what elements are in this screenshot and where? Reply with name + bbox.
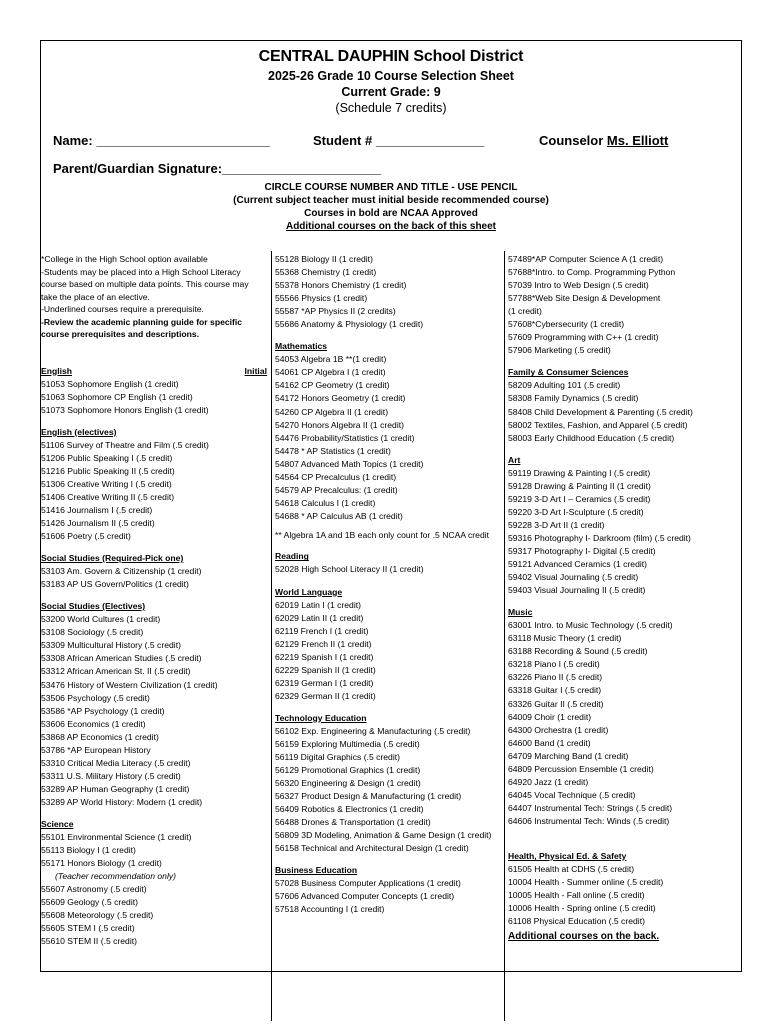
english-heading: English <box>41 365 73 376</box>
section-heading: Social Studies (Required-Pick one) <box>41 553 184 564</box>
course-item[interactable]: 51106 Survey of Theatre and Film (.5 credit) <box>41 439 209 450</box>
course-item[interactable]: 57609 Programming with C++ (1 credit) <box>508 332 659 343</box>
course-item[interactable]: 56409 Robotics & Electronics (1 credit) <box>275 804 424 815</box>
initial-heading: Initial <box>244 365 267 376</box>
course-item[interactable]: 53108 Sociology (.5 credit) <box>41 627 144 638</box>
course-item[interactable]: 59317 Photography I- Digital (.5 credit) <box>508 545 656 556</box>
course-item[interactable]: 56159 Exploring Multimedia (.5 credit) <box>275 739 420 750</box>
course-item[interactable]: 53183 AP US Govern/Politics (1 credit) <box>41 579 189 590</box>
course-item[interactable]: 63118 Music Theory (1 credit) <box>508 633 622 644</box>
course-item[interactable]: 64045 Vocal Technique (.5 credit) <box>508 789 636 800</box>
course-item[interactable]: 55113 Biology I (1 credit) <box>41 845 136 856</box>
course-note: (Teacher recommendation only) <box>55 871 177 882</box>
course-item[interactable]: 52028 High School Literacy II (1 credit) <box>275 564 424 575</box>
course-item[interactable]: 54564 CP Precalculus (1 credit) <box>275 471 397 482</box>
name-field[interactable]: Name: ________________________ <box>53 133 270 148</box>
course-item[interactable]: 51606 Poetry (.5 credit) <box>41 531 131 542</box>
course-item[interactable]: 51073 Sophomore Honors English (1 credit) <box>41 404 209 415</box>
course-item[interactable]: 54260 CP Algebra II (1 credit) <box>275 406 389 417</box>
course-item[interactable]: 55608 Meteorology (.5 credit) <box>41 910 154 921</box>
course-item[interactable]: 59402 Visual Journaling (.5 credit) <box>508 572 639 583</box>
course-item[interactable]: 53308 African American Studies (.5 credit) <box>41 653 202 664</box>
note-line: -Review the academic planning guide for specific course prerequisites and descriptions. <box>41 316 243 339</box>
course-item[interactable]: 56158 Technical and Architectural Design (1 credit) <box>275 842 469 853</box>
course-item[interactable]: 57518 Accounting I (1 credit) <box>275 904 385 915</box>
course-item[interactable]: 51053 Sophomore English (1 credit) <box>41 378 179 389</box>
course-item[interactable]: 59220 3-D Art I-Sculpture (.5 credit) <box>508 506 644 517</box>
course-item[interactable]: 55587 *AP Physics II (2 credits) <box>275 306 396 317</box>
course-item[interactable]: 64009 Choir (1 credit) <box>508 711 592 722</box>
instruction-line: Courses in bold are NCAA Approved <box>304 208 478 219</box>
course-item[interactable]: 10006 Health - Spring online (.5 credit) <box>508 903 656 914</box>
course-item[interactable]: 62319 German I (1 credit) <box>275 677 374 688</box>
column-divider <box>271 251 272 1021</box>
course-item[interactable]: 51406 Creative Writing II (.5 credit) <box>41 491 175 502</box>
course-item[interactable]: 61108 Physical Education (.5 credit) <box>508 916 645 927</box>
counselor-field <box>539 133 668 148</box>
course-item[interactable]: 63226 Piano II (.5 credit) <box>508 672 603 683</box>
counselor-name: Ms. Elliott <box>606 133 669 148</box>
course-item[interactable]: 55609 Geology (.5 credit) <box>41 897 138 908</box>
student-number-field[interactable]: Student # _______________ <box>313 133 485 148</box>
course-item[interactable]: 62029 Latin II (1 credit) <box>275 612 364 623</box>
course-item[interactable]: 51216 Public Speaking II (.5 credit) <box>41 465 175 476</box>
course-item[interactable]: 54478 * AP Statistics (1 credit) <box>275 445 391 456</box>
section-heading: Family & Consumer Sciences <box>508 367 629 378</box>
column-right <box>508 253 738 943</box>
schedule-credits: (Schedule 7 credits) <box>335 101 447 115</box>
course-item[interactable]: 54618 Calculus I (1 credit) <box>275 497 376 508</box>
note-line: -Underlined courses require a prerequisite. <box>41 304 204 314</box>
instructions <box>41 181 741 233</box>
course-item[interactable]: 53868 AP Economics (1 credit) <box>41 731 159 742</box>
course-item[interactable]: 64600 Band (1 credit) <box>508 737 591 748</box>
course-item[interactable]: 59316 Photography I- Darkroom (film) (.5 credit) <box>508 532 691 543</box>
course-item[interactable]: 59219 3-D Art I – Ceramics (.5 credit) <box>508 493 651 504</box>
column-left <box>41 253 267 948</box>
counselor-label: Counselor <box>539 133 604 148</box>
sheet-subtitle: 2025-26 Grade 10 Course Selection Sheet <box>268 69 514 83</box>
course-item[interactable]: 55368 Chemistry (1 credit) <box>275 267 377 278</box>
course-item[interactable]: 57788*Web Site Design & Development <box>508 293 661 304</box>
course-item[interactable]: 53200 World Cultures (1 credit) <box>41 614 161 625</box>
course-item[interactable]: 53606 Economics (1 credit) <box>41 718 146 729</box>
course-item[interactable]: 55566 Physics (1 credit) <box>275 293 368 304</box>
instruction-line: Additional courses on the back of this sheet <box>285 221 497 232</box>
course-item[interactable]: 54579 AP Precalculus: (1 credit) <box>275 484 398 495</box>
column-divider <box>504 251 505 1021</box>
course-item[interactable]: 54172 Honors Geometry (1 credit) <box>275 393 406 404</box>
course-item[interactable]: 53506 Psychology (.5 credit) <box>41 692 150 703</box>
section-heading: Mathematics <box>275 341 328 352</box>
course-item[interactable]: 53289 AP World History: Modern (1 credit) <box>41 796 203 807</box>
course-item[interactable]: 58002 Textiles, Fashion, and Apparel (.5 credit) <box>508 419 688 430</box>
section-heading: Music <box>508 607 533 618</box>
course-item[interactable]: 55605 STEM I (.5 credit) <box>41 923 135 934</box>
course-item[interactable]: 54688 * AP Calculus AB (1 credit) <box>275 510 403 521</box>
selection-sheet <box>40 40 742 972</box>
english-heading-row <box>41 365 267 378</box>
course-item[interactable]: 59403 Visual Journaling II (.5 credit) <box>508 585 646 596</box>
course-item[interactable]: 57606 Advanced Computer Concepts (1 credit) <box>275 891 455 902</box>
course-item[interactable]: 58209 Adulting 101 (.5 credit) <box>508 380 621 391</box>
course-item[interactable]: 63318 Guitar I (.5 credit) <box>508 685 602 696</box>
course-item[interactable]: 55101 Environmental Science (1 credit) <box>41 832 192 843</box>
course-item[interactable]: 64920 Jazz (1 credit) <box>508 776 589 787</box>
course-item[interactable]: 53312 African American St. II (.5 credit) <box>41 666 191 677</box>
course-item[interactable]: 63326 Guitar II (.5 credit) <box>508 698 604 709</box>
course-item[interactable]: 53103 Am. Govern & Citizenship (1 credit) <box>41 566 202 577</box>
course-item[interactable]: 54053 Algebra 1B **(1 credit) <box>275 354 387 365</box>
course-item[interactable]: 56320 Engineering & Design (1 credit) <box>275 778 421 789</box>
course-item[interactable]: 55607 Astronomy (.5 credit) <box>41 884 147 895</box>
course-item[interactable]: 59128 Drawing & Painting II (1 credit) <box>508 480 651 491</box>
district-title: CENTRAL DAUPHIN School District <box>258 48 524 65</box>
course-item[interactable]: 64809 Percussion Ensemble (1 credit) <box>508 763 654 774</box>
course-item[interactable]: 53289 AP Human Geography (1 credit) <box>41 783 190 794</box>
course-item[interactable]: 62219 Spanish I (1 credit) <box>275 651 374 662</box>
course-item[interactable]: 58408 Child Development & Parenting (.5 credit) <box>508 406 693 417</box>
math-note: ** Algebra 1A and 1B each only count for .5 NCAA credit <box>275 529 490 540</box>
course-item[interactable]: 57028 Business Computer Applications (1 credit) <box>275 877 461 888</box>
section-heading: Health, Physical Ed. & Safety <box>508 850 627 861</box>
course-item[interactable]: 10004 Health - Summer online (.5 credit) <box>508 877 664 888</box>
course-item[interactable]: 57906 Marketing (.5 credit) <box>508 345 611 356</box>
course-item[interactable]: 56119 Digital Graphics (.5 credit) <box>275 752 400 763</box>
note-line: *College in the High School option available <box>41 254 208 264</box>
course-item[interactable]: 55610 STEM II (.5 credit) <box>41 936 137 947</box>
instruction-line: (Current subject teacher must initial beside recommended course) <box>233 195 549 206</box>
note-line: -Students may be placed into a High School Literacy course based on multiple data points. This course may take the place of an elective. <box>41 266 249 302</box>
course-item[interactable]: 56327 Product Design & Manufacturing (1 credit) <box>275 791 462 802</box>
column-middle <box>275 253 501 916</box>
course-item[interactable]: 55171 Honors Biology (1 credit) <box>41 858 162 869</box>
course-item[interactable]: 55378 Honors Chemistry (1 credit) <box>275 280 407 291</box>
course-item[interactable]: 54476 Probability/Statistics (1 credit) <box>275 432 415 443</box>
course-item[interactable]: 51206 Public Speaking I (.5 credit) <box>41 452 173 463</box>
instruction-line: CIRCLE COURSE NUMBER AND TITLE - USE PENCIL <box>264 182 518 193</box>
course-item[interactable]: 54162 CP Geometry (1 credit) <box>275 380 390 391</box>
course-item[interactable]: 51416 Journalism I (.5 credit) <box>41 504 153 515</box>
course-item[interactable]: 59121 Advanced Ceramics (1 credit) <box>508 559 648 570</box>
course-item[interactable]: 57688*Intro. to Comp. Programming Python <box>508 267 676 278</box>
course-item[interactable]: (1 credit) <box>508 306 542 317</box>
course-item[interactable]: 56129 Promotional Graphics (1 credit) <box>275 765 421 776</box>
course-item[interactable]: 57489*AP Computer Science A (1 credit) <box>508 254 664 264</box>
section-heading: Business Education <box>275 864 358 875</box>
section-heading: Social Studies (Electives) <box>41 601 146 612</box>
section-heading: English (electives) <box>41 426 117 437</box>
course-item[interactable]: 56488 Drones & Transportation (1 credit) <box>275 817 431 828</box>
course-item[interactable]: 63218 Piano I (.5 credit) <box>508 659 600 670</box>
course-item[interactable]: 53786 *AP European History <box>41 744 151 755</box>
course-item[interactable]: 54270 Honors Algebra II (1 credit) <box>275 419 404 430</box>
course-item[interactable]: 53310 Critical Media Literacy (.5 credit) <box>41 757 191 768</box>
section-heading: Reading <box>275 551 309 562</box>
course-item[interactable]: 62119 French I (1 credit) <box>275 625 369 636</box>
course-item[interactable]: 54807 Advanced Math Topics (1 credit) <box>275 458 424 469</box>
course-item[interactable]: 51063 Sophomore CP English (1 credit) <box>41 391 193 402</box>
course-item[interactable]: 56102 Exp. Engineering & Manufacturing (.5 credit) <box>275 726 471 736</box>
course-item[interactable]: 59119 Drawing & Painting I (.5 credit) <box>508 467 651 478</box>
course-item[interactable]: 63001 Intro. to Music Technology (.5 credit) <box>508 620 673 631</box>
course-item[interactable]: 56809 3D Modeling, Animation & Game Design (1 credit) <box>275 830 492 841</box>
course-item[interactable]: 64407 Instrumental Tech: Strings (.5 credit) <box>508 802 673 813</box>
course-item[interactable]: 55686 Anatomy & Physiology (1 credit) <box>275 319 424 330</box>
course-item[interactable]: 64709 Marching Band (1 credit) <box>508 750 629 761</box>
section-heading: Science <box>41 819 74 829</box>
course-item[interactable]: 53309 Multicultural History (.5 credit) <box>41 640 181 651</box>
course-item[interactable]: 62019 Latin I (1 credit) <box>275 599 361 610</box>
section-heading: Technology Education <box>275 712 367 723</box>
course-item[interactable]: 53586 *AP Psychology (1 credit) <box>41 705 165 716</box>
course-item[interactable]: 55128 Biology II (1 credit) <box>275 254 373 264</box>
section-heading: World Language <box>275 586 343 597</box>
course-item[interactable]: 64606 Instrumental Tech: Winds (.5 credit) <box>508 815 670 826</box>
section-heading: Art <box>508 454 521 465</box>
additional-courses-note: Additional courses on the back. <box>508 931 660 943</box>
current-grade: Current Grade: 9 <box>341 85 441 99</box>
course-item[interactable]: 51306 Creative Writing I (.5 credit) <box>41 478 172 489</box>
course-item[interactable]: 10005 Health - Fall online (.5 credit) <box>508 890 645 901</box>
course-item[interactable]: 58308 Family Dynamics (.5 credit) <box>508 393 639 404</box>
course-item[interactable]: 51426 Journalism II (.5 credit) <box>41 518 155 529</box>
course-item[interactable]: 58003 Early Childhood Education (.5 credit) <box>508 432 675 443</box>
course-item[interactable]: 53476 History of Western Civilization (1 credit) <box>41 679 218 690</box>
course-item[interactable]: 57039 Intro to Web Design (.5 credit) <box>508 280 649 291</box>
signature-field[interactable]: Parent/Guardian Signature:______________________ <box>53 161 382 176</box>
course-item[interactable]: 61505 Health at CDHS (.5 credit) <box>508 864 635 875</box>
course-item[interactable]: 53311 U.S. Military History (.5 credit) <box>41 770 181 781</box>
course-item[interactable]: 64300 Orchestra (1 credit) <box>508 724 609 735</box>
course-item[interactable]: 63188 Recording & Sound (.5 credit) <box>508 646 648 657</box>
course-item[interactable]: 59228 3-D Art II (1 credit) <box>508 519 605 530</box>
course-item[interactable]: 62129 French II (1 credit) <box>275 638 372 649</box>
course-item[interactable]: 54061 CP Algebra I (1 credit) <box>275 367 386 378</box>
course-item[interactable]: 57608*Cybersecurity (1 credit) <box>508 319 625 330</box>
course-item[interactable]: 62229 Spanish II (1 credit) <box>275 664 376 675</box>
course-item[interactable]: 62329 German II (1 credit) <box>275 690 376 701</box>
